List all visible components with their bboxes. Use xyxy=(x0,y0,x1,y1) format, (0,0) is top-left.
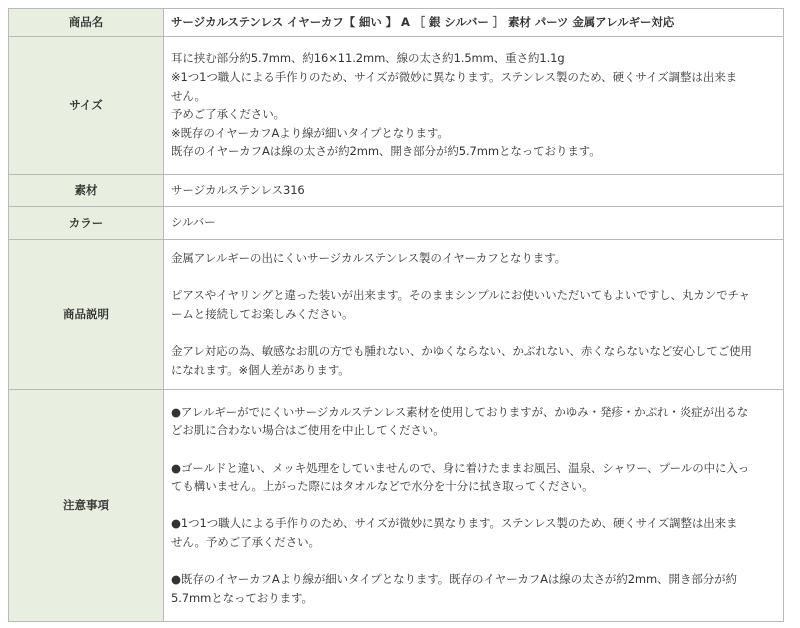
spec-value-line: ても構いません。上がった際にはタオルなどで水分を十分に拭き取ってください。 xyxy=(171,479,594,494)
spec-label: サイズ xyxy=(9,36,164,174)
spec-row-description xyxy=(9,239,784,389)
spec-blank-line xyxy=(171,496,776,515)
spec-blank-line xyxy=(171,268,776,287)
spec-label: 素材 xyxy=(9,174,164,206)
spec-value-line: 既存のイヤーカフAは線の太さが約2mm、開き部分が約5.7mmとなっております。 xyxy=(171,144,601,159)
spec-value-line: せん。 xyxy=(171,88,206,103)
spec-value-line: 5.7mmとなっております。 xyxy=(171,590,313,605)
spec-value-line: ピアスやイヤリングと違った装いが出来ます。そのままシンプルにお使いいただいてもよいですし、丸カンでチャ xyxy=(171,288,750,303)
spec-row-size xyxy=(9,36,784,174)
spec-value xyxy=(164,389,784,621)
spec-value-line: になれます。※個人差があります。 xyxy=(171,362,350,377)
spec-value-line: ●アレルギーがでにくいサージカルステンレス素材を使用しておりますが、かゆみ・発疹・かぶれ・炎症が出るな xyxy=(171,404,749,419)
spec-value xyxy=(164,239,784,389)
spec-value-line: シルバー xyxy=(171,215,216,230)
spec-value-line: ※既存のイヤーカフAより線が細いタイプとなります。 xyxy=(171,125,449,140)
spec-value-line: サージカルステンレス316 xyxy=(171,182,305,197)
spec-label: 注意事項 xyxy=(9,389,164,621)
spec-row-notes xyxy=(9,389,784,621)
product-spec-table xyxy=(8,8,784,622)
spec-blank-line xyxy=(171,323,776,342)
spec-value-line: 金属アレルギーの出にくいサージカルステンレス製のイヤーカフとなります。 xyxy=(171,251,567,266)
spec-value-line: サージカルステンレス イヤーカフ【 細い 】 A ［ 銀 シルバー ］ 素材 パーツ 金属アレルギー対応 xyxy=(171,15,675,29)
spec-value xyxy=(164,9,784,37)
spec-value-line: 予めご了承ください。 xyxy=(171,107,285,122)
spec-value-line: せん。予めご了承ください。 xyxy=(171,534,320,549)
spec-label: 商品説明 xyxy=(9,239,164,389)
spec-label: 商品名 xyxy=(9,9,164,37)
spec-value-line: ※1つ1つ職人による手作りのため、サイズが微妙に異なります。ステンレス製のため、硬くサイズ調整は出来ま xyxy=(171,69,738,84)
spec-value-line: 金アレ対応の為、敏感なお肌の方でも腫れない、かゆくならない、かぶれない、赤くならないなど安心してご使用 xyxy=(171,343,752,358)
spec-value-line: どお肌に合わない場合はご使用を中止してください。 xyxy=(171,423,445,438)
spec-value-line: ●1つ1つ職人による手作りのため、サイズが微妙に異なります。ステンレス製のため、硬くサイズ調整は出来ま xyxy=(171,516,738,531)
spec-label: カラー xyxy=(9,206,164,239)
spec-value-line: ームと接続してお楽しみください。 xyxy=(171,306,354,321)
spec-row-product-name xyxy=(9,9,784,37)
spec-value xyxy=(164,174,784,206)
spec-value-line: 耳に挟む部分約5.7mm、約16×11.2mm、線の太さ約1.5mm、重さ約1.1g xyxy=(171,51,565,66)
spec-value-line: ●ゴールドと違い、メッキ処理をしていませんので、身に着けたままお風呂、温泉、シャワー、プールの中に入っ xyxy=(171,460,750,475)
spec-blank-line xyxy=(171,440,776,459)
spec-value xyxy=(164,36,784,174)
spec-value-line: ●既存のイヤーカフAより線が細いタイプとなります。既存のイヤーカフAは線の太さが約2mm、開き部分が約 xyxy=(171,572,737,587)
spec-value xyxy=(164,206,784,239)
spec-blank-line xyxy=(171,552,776,571)
spec-row-color xyxy=(9,206,784,239)
spec-row-material xyxy=(9,174,784,206)
